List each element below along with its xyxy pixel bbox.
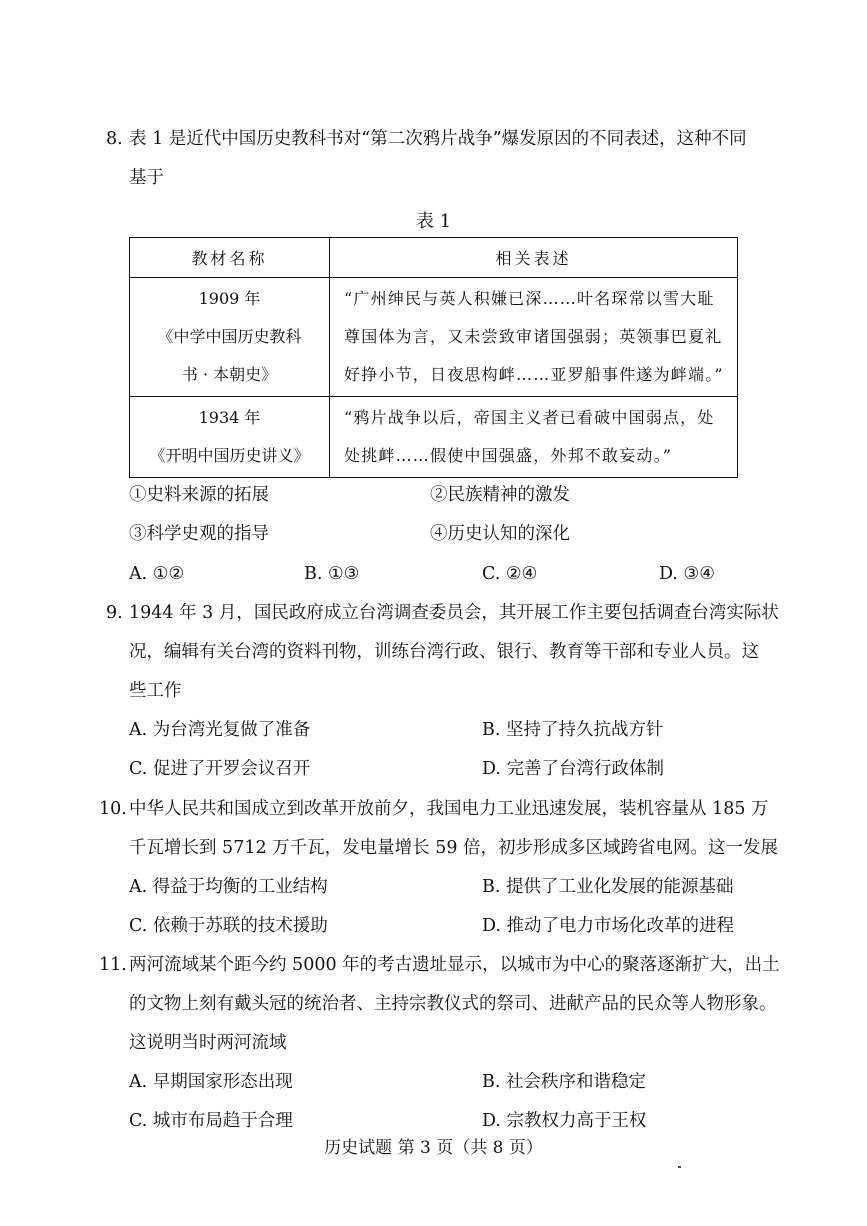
q11-option-c[interactable]: C. 城市布局趋于合理 <box>129 1111 293 1131</box>
table-caption: 表 1 <box>415 211 452 232</box>
q10-number: 10. <box>99 799 127 819</box>
q10-stem-line-1: 中华人民共和国成立到改革开放前夕，我国电力工业迅速发展，装机容量从 185 万 <box>129 799 769 819</box>
q11-option-b[interactable]: B. 社会秩序和谐稳定 <box>482 1072 646 1092</box>
description-line: 好挣小节，日夜思构衅……亚罗船事件遂为衅端。” <box>344 365 724 384</box>
q11-stem-line-1: 两河流域某个距今约 5000 年的考古遗址显示，以城市为中心的聚落逐渐扩大，出土 <box>129 955 780 975</box>
q8-option-b[interactable]: B. ①③ <box>304 564 360 584</box>
q9-stem-line-2: 况，编辑有关台湾的资料刊物，训练台湾行政、银行、教育等干部和专业人员。这 <box>129 642 759 662</box>
description-line: 处挑衅……假使中国强盛，外邦不敢妄动。” <box>344 446 673 465</box>
q8-stem-line-1: 表 1 是近代中国历史教科书对“第二次鸦片战争”爆发原因的不同表述，这种不同 <box>129 129 747 149</box>
q9-option-b[interactable]: B. 坚持了持久抗战方针 <box>482 720 664 740</box>
header-description: 相关表述 <box>330 238 738 278</box>
q11-option-a[interactable]: A. 早期国家形态出现 <box>129 1072 293 1092</box>
q11-number: 11. <box>99 955 127 975</box>
q9-stem-line-3: 些工作 <box>129 681 182 701</box>
q8-item-4: ④历史认知的深化 <box>430 524 570 544</box>
textbook-comparison-table <box>129 237 738 478</box>
description-line: “广州绅民与英人积嫌已深……叶名琛常以雪大耻 <box>344 289 715 308</box>
q9-stem-line-1: 1944 年 3 月，国民政府成立台湾调查委员会，其开展工作主要包括调查台湾实际状 <box>129 603 779 623</box>
q8-item-3: ③科学史观的指导 <box>129 524 269 544</box>
textbook-year: 1909 年 <box>198 289 261 308</box>
description-cell <box>330 278 738 397</box>
q8-option-d[interactable]: D. ③④ <box>659 564 715 584</box>
table-row <box>130 278 738 397</box>
q11-stem-line-2: 的文物上刻有戴头冠的统治者、主持宗教仪式的祭司、进献产品的民众等人物形象。 <box>129 994 777 1014</box>
q10-option-c[interactable]: C. 依赖于苏联的技术援助 <box>129 916 328 936</box>
description-line: 尊国体为言，又未尝致审诸国强弱；英领事巴夏礼 <box>344 327 723 346</box>
q10-stem-line-2: 千瓦增长到 5712 万千瓦，发电量增长 59 倍，初步形成多区域跨省电网。这一发展 <box>129 838 779 858</box>
q9-option-c[interactable]: C. 促进了开罗会议召开 <box>129 759 311 779</box>
table-header-row <box>130 238 738 278</box>
q8-item-1: ①史料来源的拓展 <box>129 485 269 505</box>
page-footer: 历史试题 第 3 页（共 8 页） <box>324 1138 543 1158</box>
q8-option-c[interactable]: C. ②④ <box>482 564 538 584</box>
textbook-year: 1934 年 <box>198 408 261 427</box>
q10-option-a[interactable]: A. 得益于均衡的工业结构 <box>129 877 328 897</box>
q8-number: 8. <box>106 129 123 149</box>
q9-option-a[interactable]: A. 为台湾光复做了准备 <box>129 720 311 740</box>
textbook-name-cell <box>130 397 330 478</box>
q9-option-d[interactable]: D. 完善了台湾行政体制 <box>482 759 665 779</box>
header-textbook-name: 教材名称 <box>130 238 330 278</box>
q10-option-b[interactable]: B. 提供了工业化发展的能源基础 <box>482 877 734 897</box>
q11-stem-line-3: 这说明当时两河流域 <box>129 1033 287 1053</box>
q8-option-a[interactable]: A. ①② <box>129 564 185 584</box>
q11-option-d[interactable]: D. 宗教权力高于王权 <box>482 1111 647 1131</box>
description-line: “鸦片战争以后，帝国主义者已看破中国弱点，处 <box>344 408 715 427</box>
q10-option-d[interactable]: D. 推动了电力市场化改革的进程 <box>482 916 735 936</box>
textbook-title-line: 书 · 本朝史》 <box>181 365 278 384</box>
description-cell <box>330 397 738 478</box>
textbook-title-line: 《开明中国历史讲义》 <box>149 446 310 465</box>
q8-item-2: ②民族精神的激发 <box>430 485 570 505</box>
q8-stem-line-2: 基于 <box>129 168 164 188</box>
q9-number: 9. <box>106 603 123 623</box>
table-row <box>130 397 738 478</box>
textbook-name-cell <box>130 278 330 397</box>
scan-speck <box>678 1166 681 1168</box>
textbook-title-line: 《中学中国历史教科 <box>157 327 302 346</box>
